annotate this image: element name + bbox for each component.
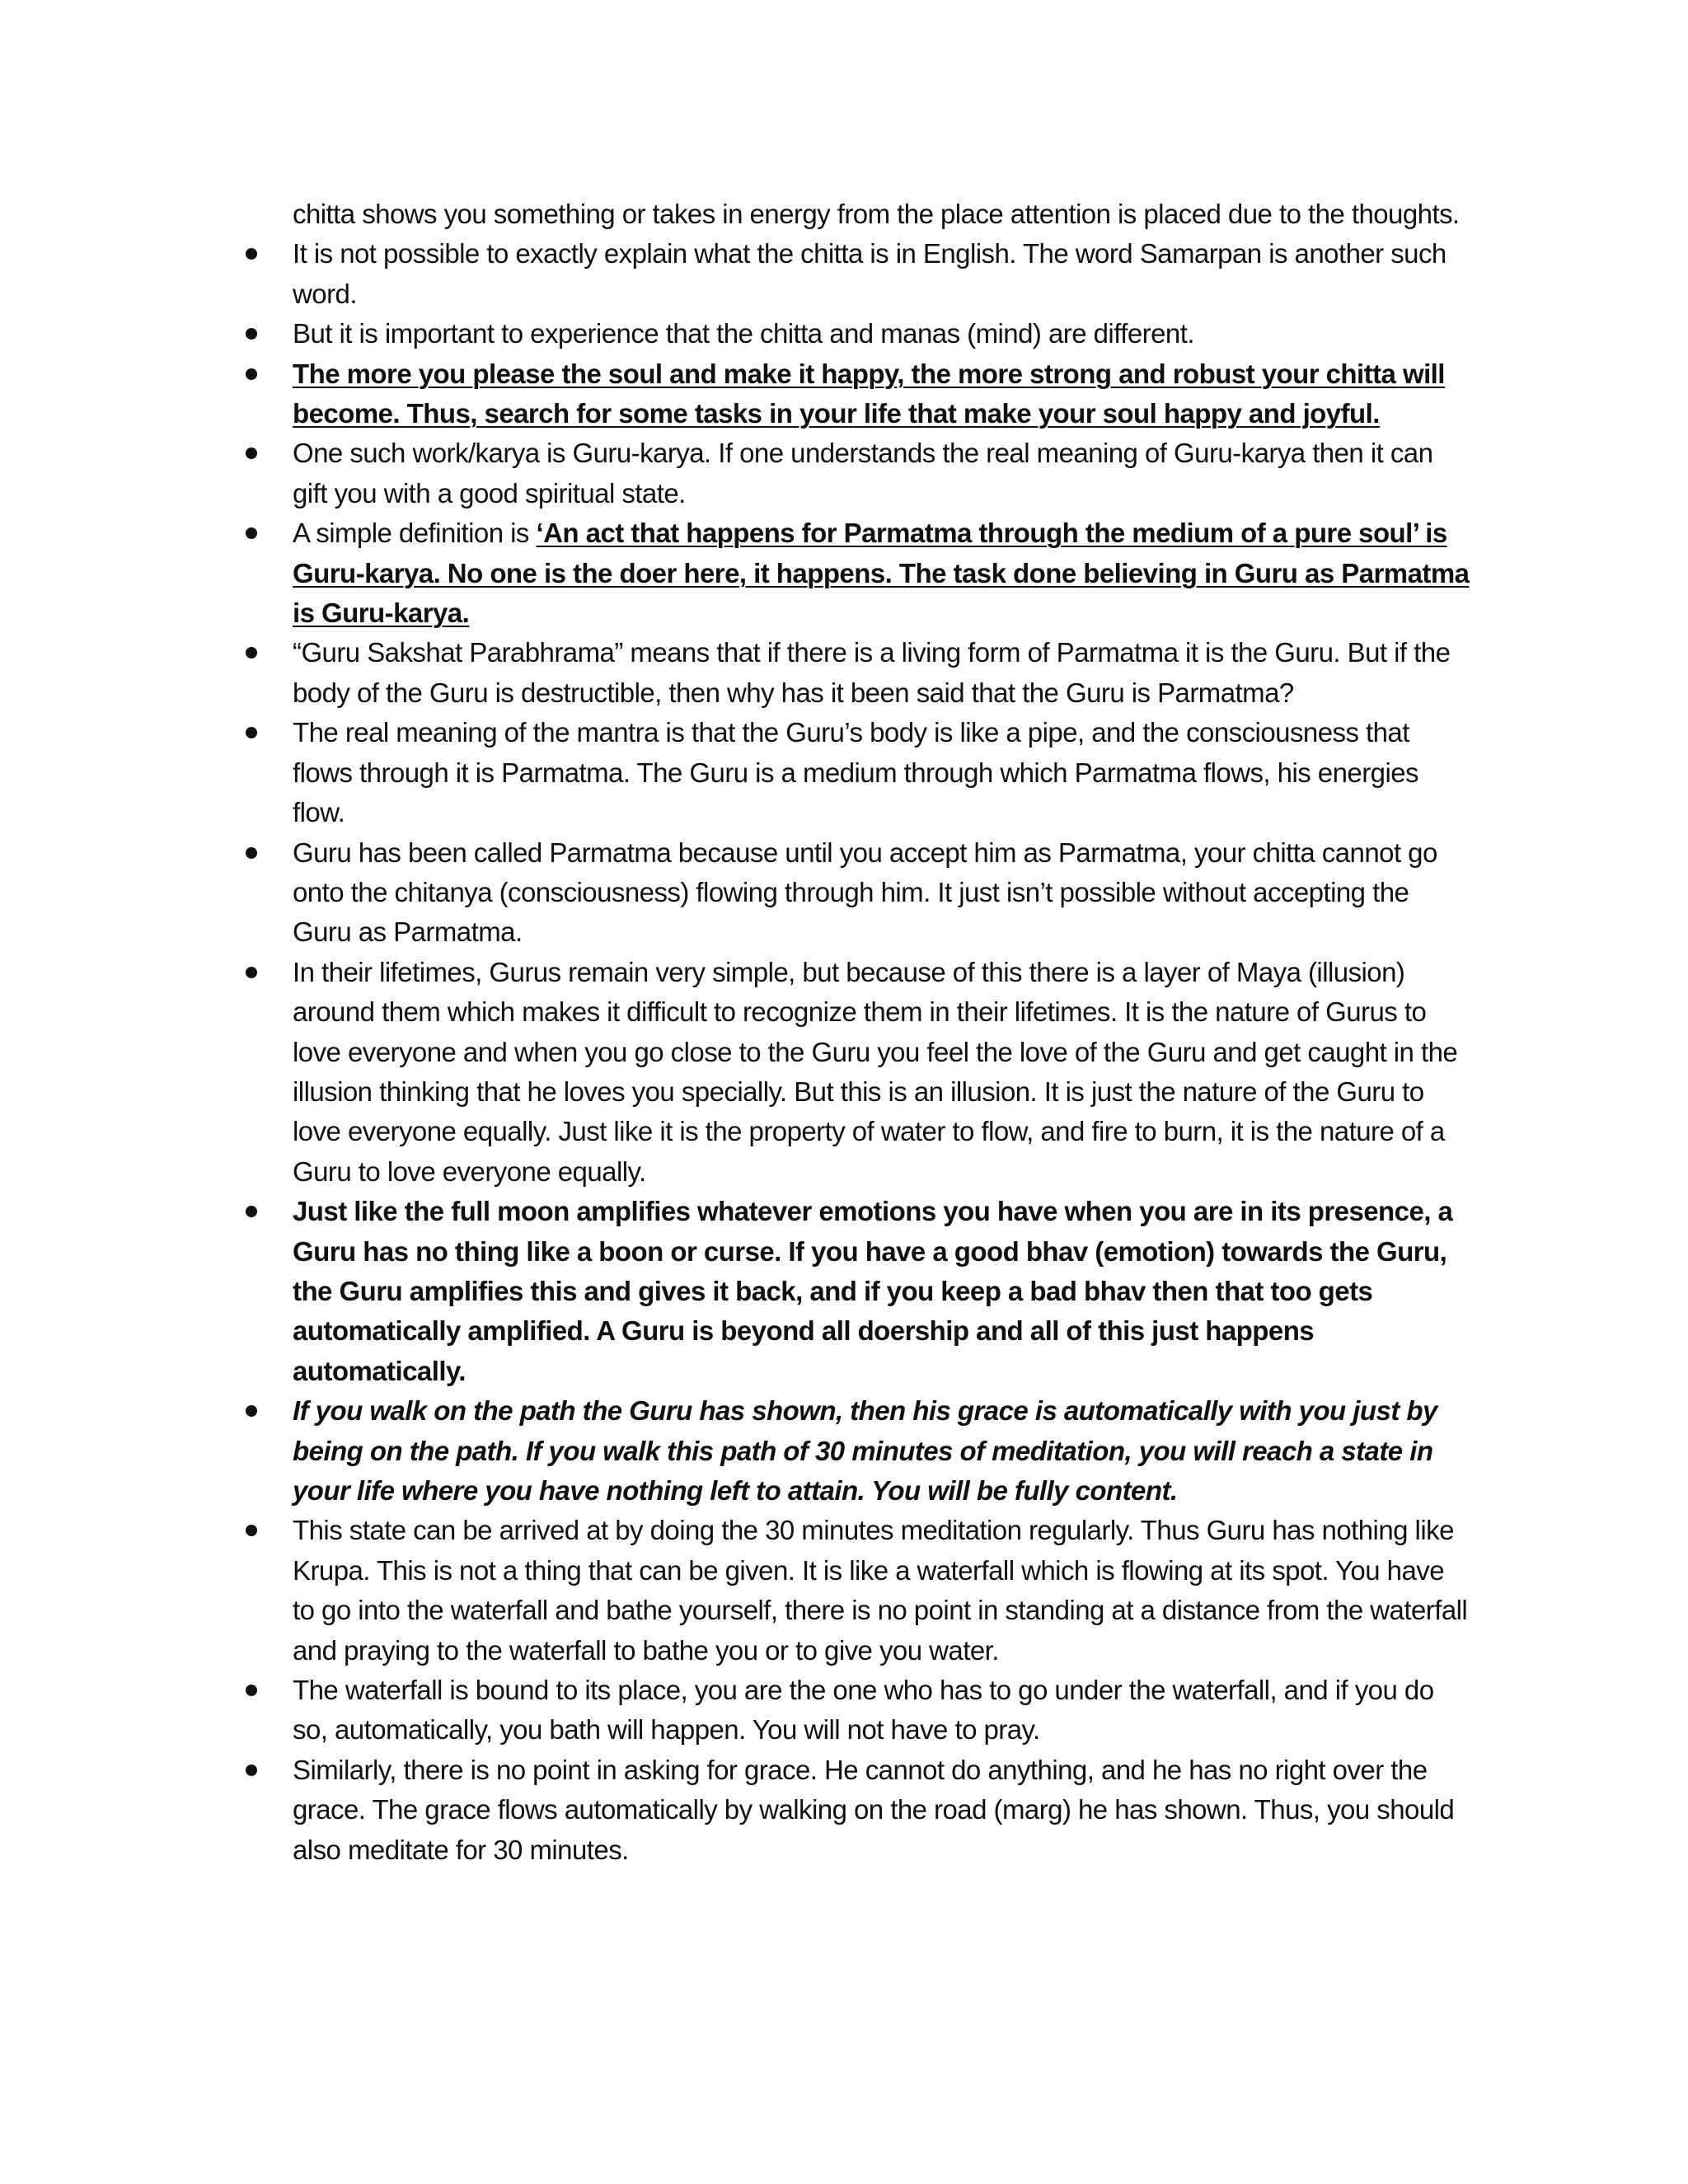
continuation-paragraph: chitta shows you something or takes in energy from the place attention is placed due to the thoughts. [293, 199, 1460, 229]
list-item [293, 1192, 1471, 1391]
bullet-icon [246, 1525, 257, 1536]
bullet-icon [246, 1765, 257, 1776]
guru-karya-definition: ‘An act that happens for Parmatma through the medium of a pure soul’ is Guru-karya. No one is the doer here, it happens. The task done believing in Guru as Parmatma is Guru-karya. [293, 518, 1470, 629]
bullet-icon [246, 647, 257, 658]
list-item-text: It is not possible to exactly explain what the chitta is in English. The word Samarpan is another such word. [293, 238, 1447, 309]
list-item-text: Similarly, there is no point in asking for grace. He cannot do anything, and he has no right over the grace. The grace flows automatically by walking on the road (marg) he has shown. Thus, you should also meditate for 30 minutes. [293, 1754, 1455, 1865]
bullet-icon [246, 847, 257, 859]
list-item [293, 833, 1471, 953]
list-item-text: The waterfall is bound to its place, you are the one who has to go under the waterfall, and if you do so, automatically, you bath will happen. You will not have to pray. [293, 1675, 1434, 1746]
list-item [293, 1671, 1471, 1750]
bullet-icon [246, 727, 257, 738]
bullet-icon [246, 527, 257, 539]
list-item-text: Guru has been called Parmatma because until you accept him as Parmatma, your chitta cannot go onto the chitanya (consciousness) flowing through him. It just isn’t possible without accepting the Guru as Parmatma. [293, 837, 1437, 948]
list-item-text: “Guru Sakshat Parabhrama” means that if there is a living form of Parmatma it is the Guru. But if the body of the Guru is destructible, then why has it been said that the Guru is Parmatma? [293, 637, 1451, 708]
bullet-icon [246, 1206, 257, 1217]
list-item [293, 314, 1471, 354]
list-item-prefix: A simple definition is [293, 518, 537, 549]
list-item [293, 1511, 1471, 1671]
list-item-text: One such work/karya is Guru-karya. If one understands the real meaning of Guru-karya then it can gift you with a good spiritual state. [293, 438, 1433, 509]
list-item-text: The real meaning of the mantra is that the Guru’s body is like a pipe, and the consciousness that flows through it is Parmatma. The Guru is a medium through which Parmatma flows, his energies flow. [293, 717, 1418, 828]
list-item-text-bold: Just like the full moon amplifies whatever emotions you have when you are in its presence, a Guru has no thing like a boon or curse. If you have a good bhav (emotion) towards the Guru, the Guru amplifies this and gives it back, and if you keep a bad bhav then that too gets automatically amplified. A Guru is beyond all doership and all of this just happens automatically. [293, 1196, 1453, 1386]
bullet-icon [246, 328, 257, 340]
list-item [293, 513, 1471, 633]
list-item [293, 1750, 1471, 1870]
list-item-text: This state can be arrived at by doing the 30 minutes meditation regularly. Thus Guru has nothing like Krupa. This is not a thing that can be given. It is like a waterfall which is flowing at its spot. You have to go into the waterfall and bathe yourself, there is no point in standing at a distance from the waterfall and praying to the waterfall to bathe you or to give you water. [293, 1515, 1468, 1666]
list-item [293, 354, 1471, 434]
list-item [293, 1391, 1471, 1511]
bullet-icon [246, 1405, 257, 1417]
list-item [293, 953, 1471, 1192]
list-item-text: In their lifetimes, Gurus remain very simple, but because of this there is a layer of Maya (illusion) around them which makes it difficult to recognize them in their lifetimes. It is the nature of Gurus to love everyone and when you go close to the Guru you feel the love of the Guru and get caught in the illusion thinking that he loves you specially. But this is an illusion. It is just the nature of the Guru to love everyone equally. Just like it is the property of water to flow, and fire to burn, it is the nature of a Guru to love everyone equally. [293, 956, 1458, 1187]
list-item [293, 434, 1471, 513]
bullet-icon [246, 368, 257, 380]
bullet-icon [246, 448, 257, 459]
list-item-text: But it is important to experience that the chitta and manas (mind) are different. [293, 318, 1194, 349]
bullet-icon [246, 1685, 257, 1696]
document-body [293, 194, 1471, 1870]
bullet-icon [246, 967, 257, 978]
bullet-icon [246, 248, 257, 260]
list-item-text-bold-underlined: The more you please the soul and make it happy, the more strong and robust your chitta will become. Thus, search for some tasks in your life that make your soul happy and joyful. [293, 358, 1445, 429]
list-item [293, 633, 1471, 713]
list-item [293, 713, 1471, 832]
bullet-list [293, 234, 1471, 1870]
list-item [293, 234, 1471, 314]
list-item-text-bold-italic: If you walk on the path the Guru has shown, then his grace is automatically with you just by being on the path. If you walk this path of 30 minutes of meditation, you will reach a state in your life where you have nothing left to attain. You will be fully content. [293, 1395, 1437, 1506]
